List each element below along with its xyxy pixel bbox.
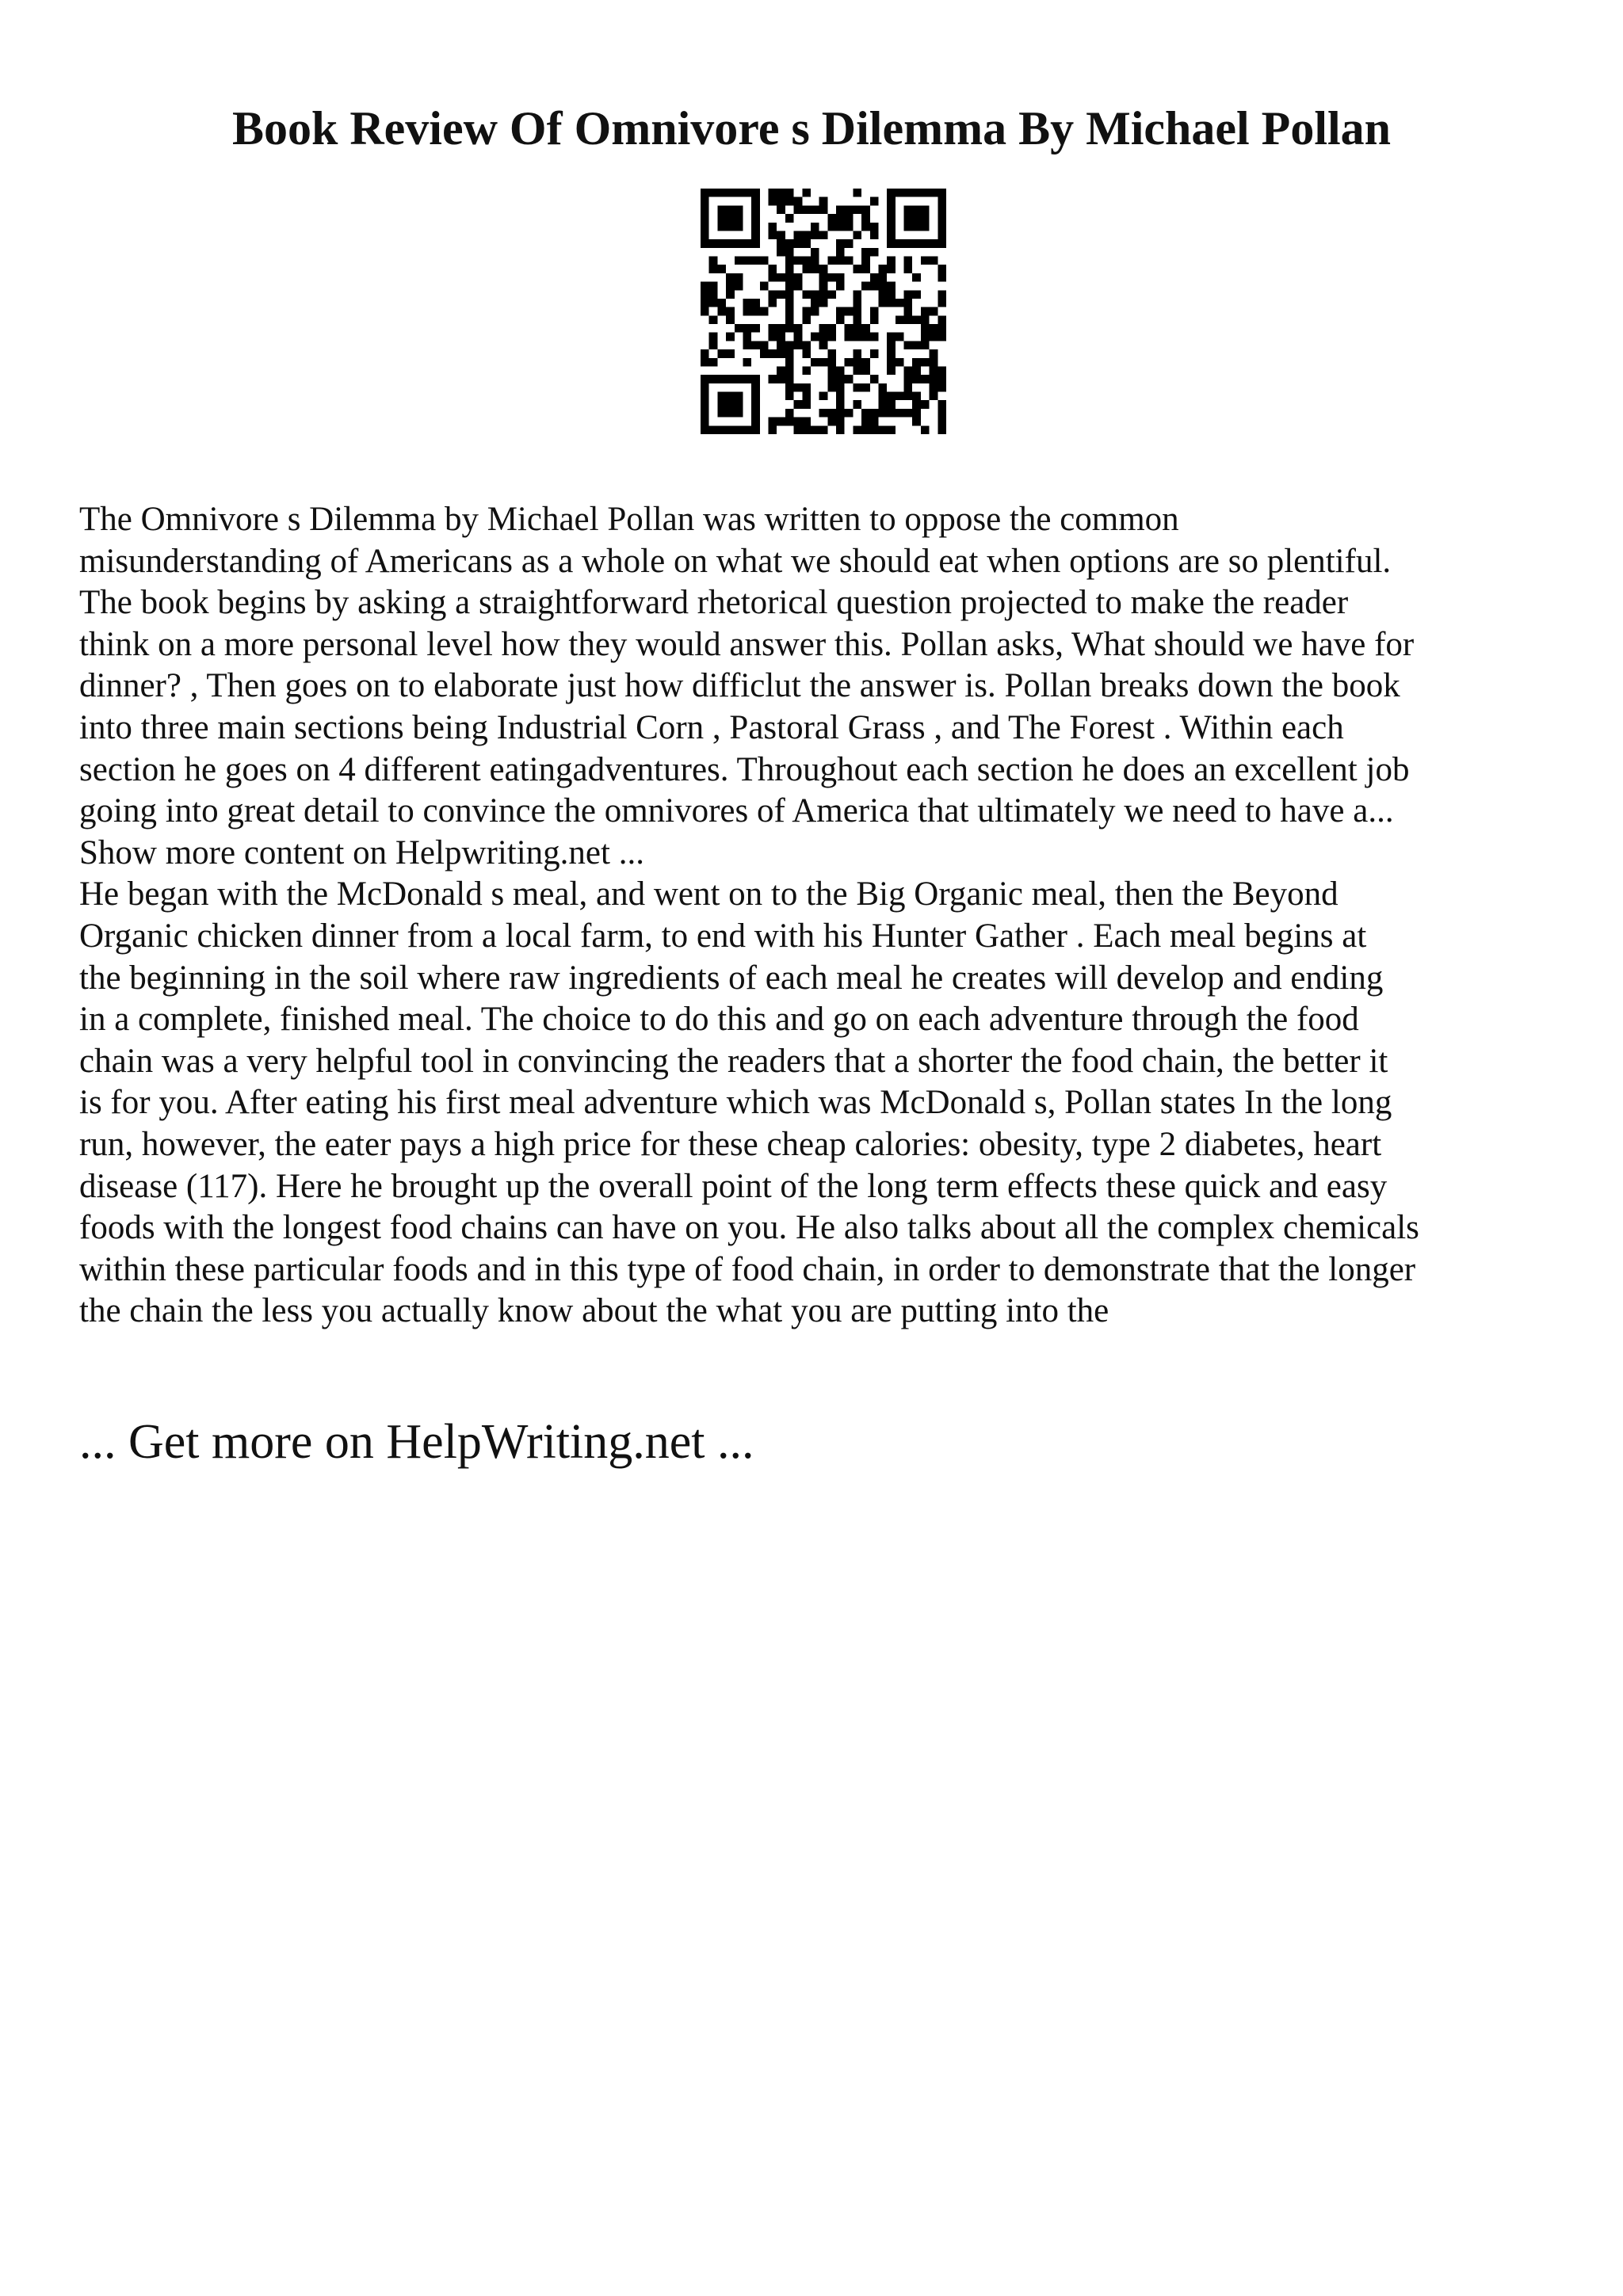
body-line: chain was a very helpful tool in convincing the readers that a shorter the food chain, the better it — [79, 1042, 1388, 1080]
body-line: The Omnivore s Dilemma by Michael Pollan was written to oppose the common — [79, 501, 1179, 538]
body-line: dinner? , Then goes on to elaborate just how difficlut the answer is. Pollan breaks down the book — [79, 667, 1400, 705]
body-line: misunderstanding of Americans as a whole on what we should eat when options are so plentiful. — [79, 542, 1392, 580]
body-line: the beginning in the soil where raw ingredients of each meal he creates will develop and ending — [79, 959, 1384, 997]
qr-code-graphic — [701, 189, 946, 434]
body-line: is for you. After eating his first meal adventure which was McDonald s, Pollan states In the long — [79, 1084, 1392, 1122]
body-line: going into great detail to convince the omnivores of America that ultimately we need to have a... — [79, 792, 1394, 830]
body-line: Organic chicken dinner from a local farm, to end with his Hunter Gather . Each meal begins at — [79, 917, 1367, 955]
qr-code-icon — [701, 189, 946, 434]
review-body — [79, 499, 1569, 1333]
body-line: The book begins by asking a straightforward rhetorical question projected to make the reader — [79, 584, 1349, 622]
body-line: into three main sections being Industrial Corn , Pastoral Grass , and The Forest . Within each — [79, 708, 1344, 746]
body-line: He began with the McDonald s meal, and went on to the Big Organic meal, then the Beyond — [79, 875, 1338, 913]
body-line: foods with the longest food chains can have on you. He also talks about all the complex chemicals — [79, 1209, 1419, 1247]
body-line: section he goes on 4 different eatingadventures. Throughout each section he does an excellent job — [79, 750, 1410, 788]
get-more-link[interactable]: ... Get more on HelpWriting.net ... — [79, 1415, 754, 1469]
body-line: think on a more personal level how they would answer this. Pollan asks, What should we have for — [79, 625, 1415, 663]
body-line: in a complete, finished meal. The choice to do this and go on each adventure through the food — [79, 1001, 1359, 1039]
page-title: Book Review Of Omnivore s Dilemma By Michael Pollan — [231, 102, 1392, 154]
show-more-line[interactable]: Show more content on Helpwriting.net ... — [79, 833, 644, 871]
body-line: the chain the less you actually know about the what you are putting into the — [79, 1292, 1109, 1330]
body-line: run, however, the eater pays a high price for these cheap calories: obesity, type 2 diabetes, heart — [79, 1125, 1382, 1163]
body-line: within these particular foods and in this type of food chain, in order to demonstrate that the longer — [79, 1250, 1416, 1288]
body-line: disease (117). Here he brought up the overall point of the long term effects these quick and easy — [79, 1167, 1388, 1205]
